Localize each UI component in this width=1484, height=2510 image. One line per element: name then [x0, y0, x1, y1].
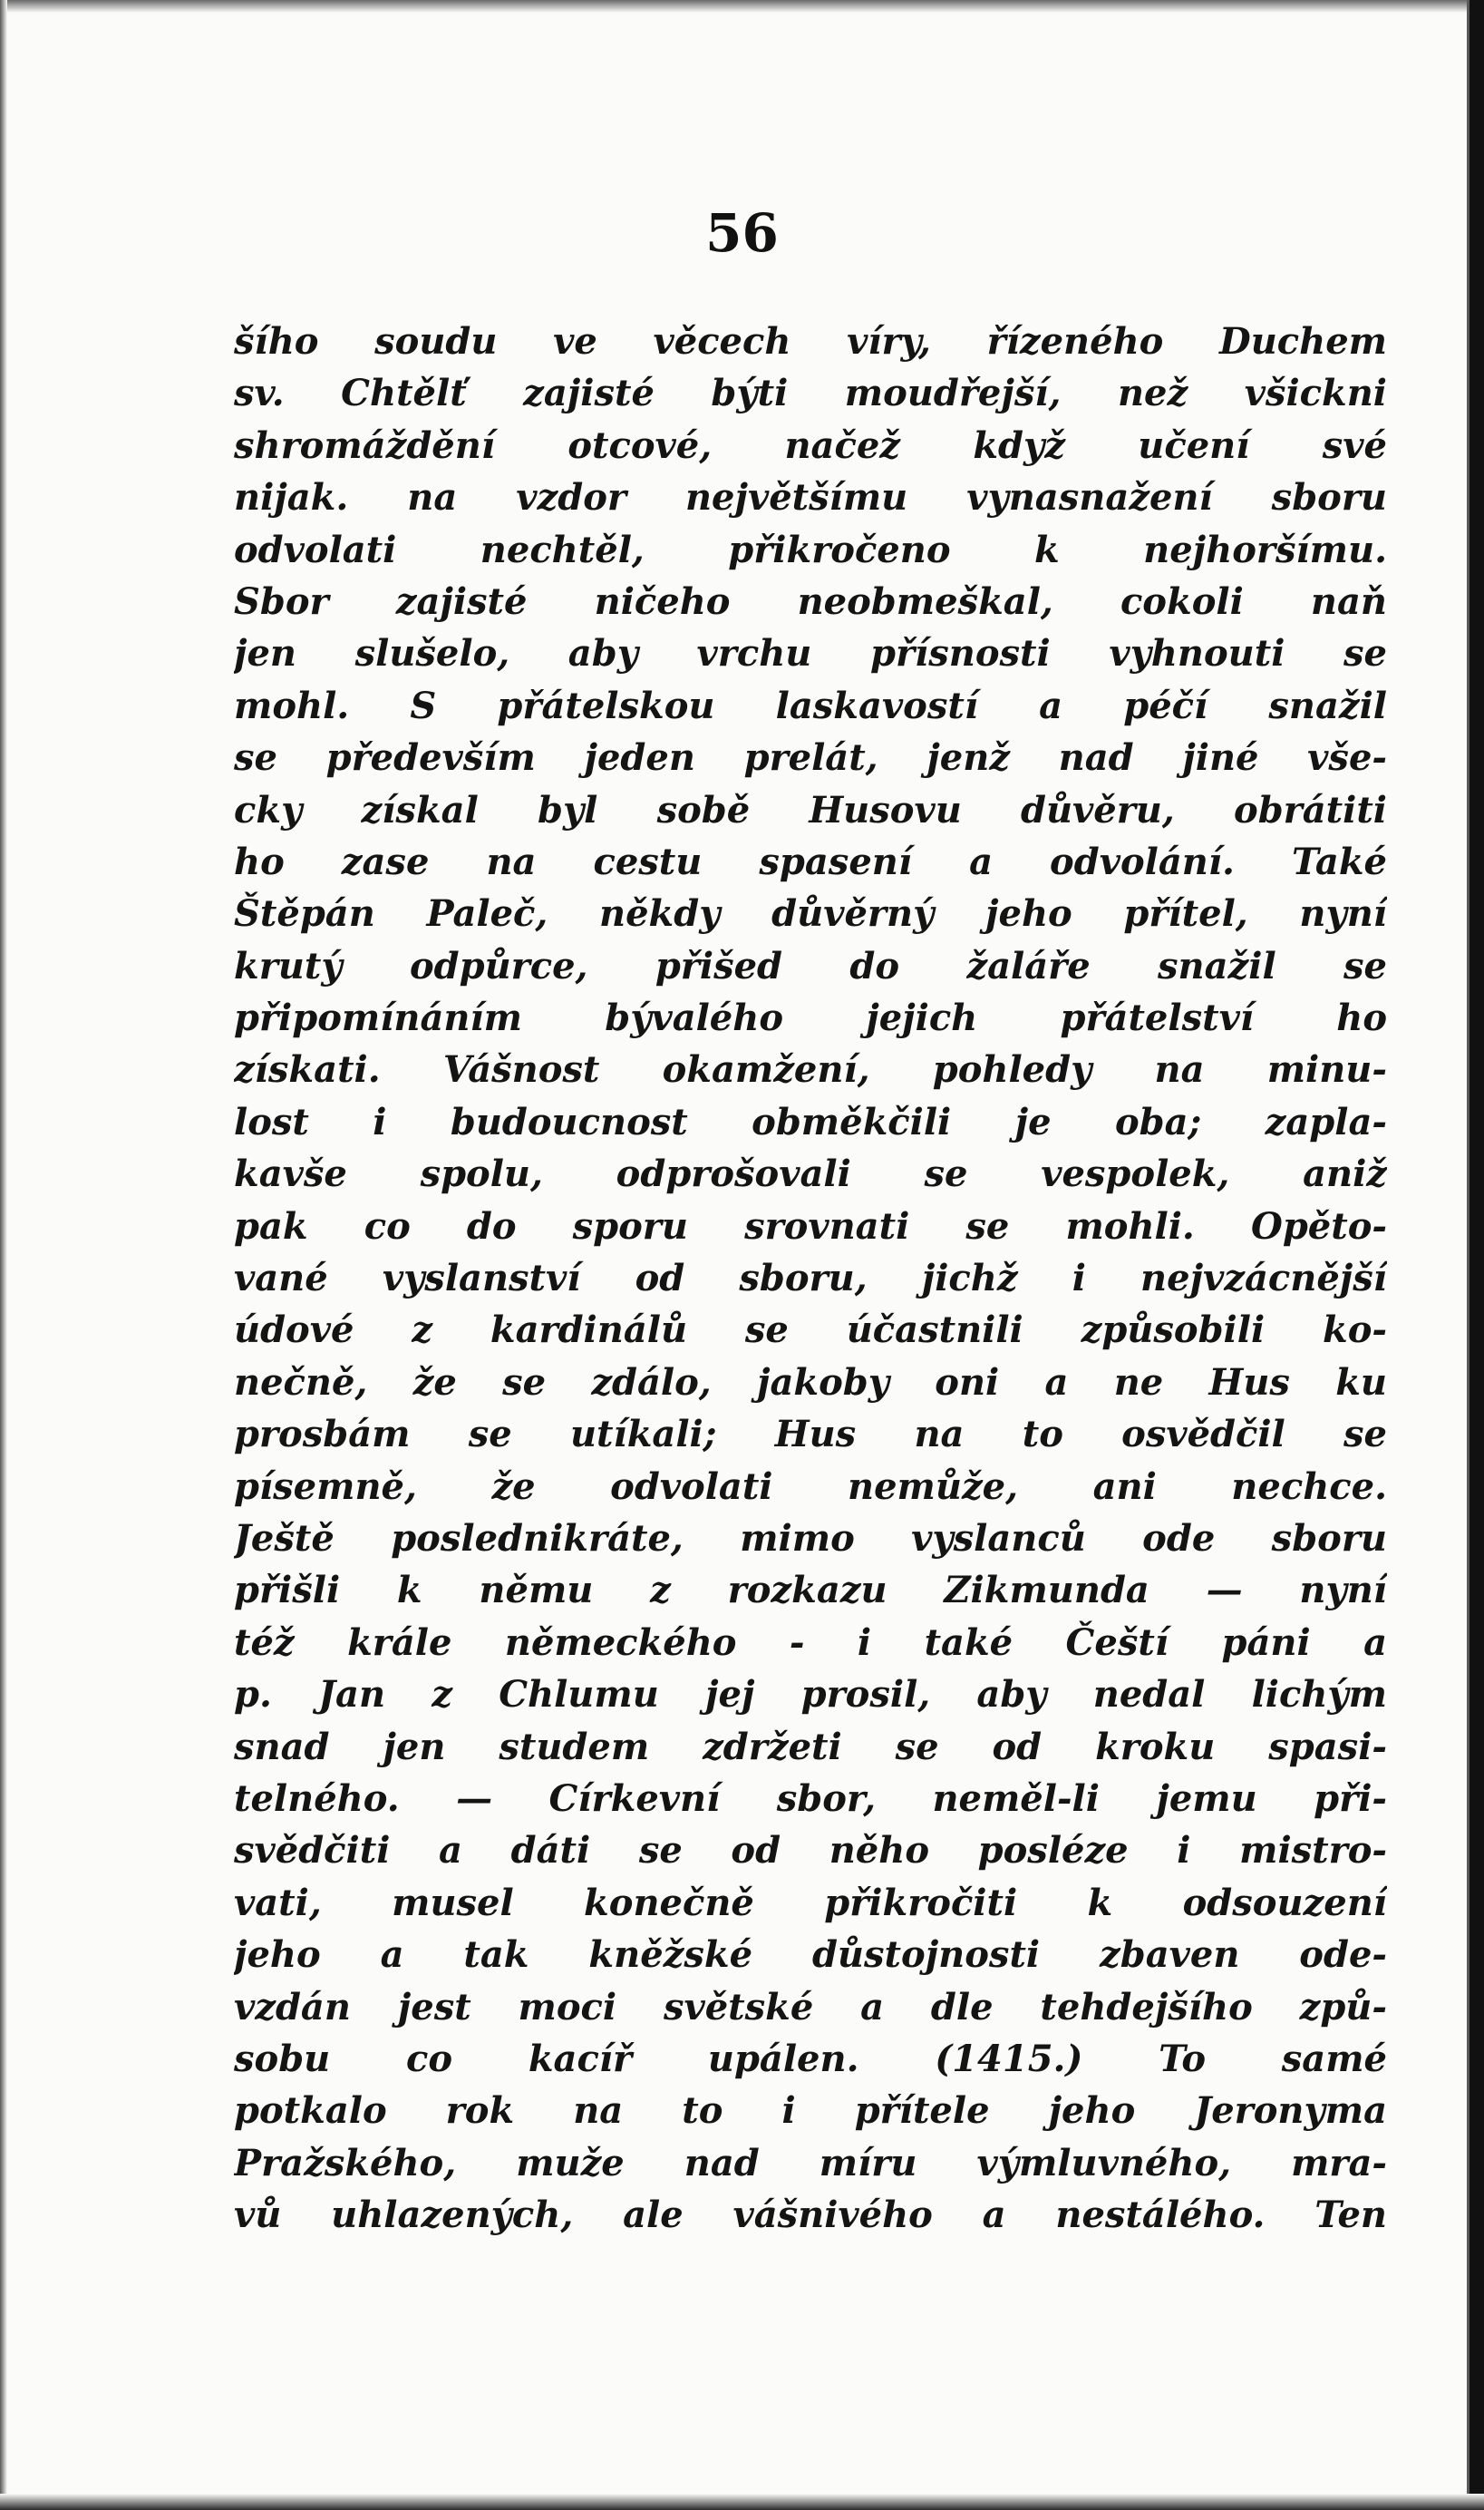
text-line: lost i budoucnost obměkčili je oba; zapla-	[234, 1100, 1387, 1143]
text-line: vané vyslanství od sboru, jichž i nejvzácnější	[234, 1257, 1387, 1300]
body-text	[234, 316, 1387, 2241]
text-line: Sbor zajisté ničeho neobmeškal, cokoli naň	[234, 579, 1387, 623]
text-line: kavše spolu, odprošovali se vespolek, aniž	[234, 1153, 1387, 1196]
text-line: písemně, že odvolati nemůže, ani nechce.	[234, 1464, 1387, 1508]
text-line: potkalo rok na to i přítele jeho Jeronyma	[234, 2089, 1387, 2133]
text-line: pak co do sporu srovnati se mohli. Opěto-	[234, 1204, 1387, 1248]
text-line: ho zase na cestu spasení a odvolání. Také	[234, 840, 1387, 883]
text-line: prosbám se utíkali; Hus na to osvědčil se	[234, 1413, 1387, 1456]
text-line: snad jen studem zdržeti se od kroku spasi-	[234, 1725, 1387, 1768]
text-line: získati. Vášnost okamžení, pohledy na minu-	[234, 1048, 1387, 1092]
text-line: Ještě poslednikráte, mimo vyslanců ode sboru	[234, 1516, 1387, 1560]
text-line: vzdán jest moci světské a dle tehdejšího způ-	[234, 1985, 1387, 2028]
text-line: přišli k němu z rozkazu Zikmunda — nyní	[234, 1569, 1387, 1612]
scan-bottom-edge	[0, 2494, 1484, 2510]
scan-right-edge	[1469, 0, 1484, 2510]
text-line: shromáždění otcové, načež když učení své	[234, 423, 1387, 467]
text-line: vati, musel konečně přikročiti k odsouzení	[234, 1881, 1387, 1924]
text-line: Pražského, muže nad míru výmluvného, mra-	[234, 2141, 1387, 2184]
text-line: p. Jan z Chlumu jej prosil, aby nedal lichým	[234, 1673, 1387, 1717]
text-line: sv. Chtělť zajisté býti moudřejší, než všickni	[234, 372, 1387, 415]
text-line: jeho a tak kněžské důstojnosti zbaven ode-	[234, 1933, 1387, 1977]
text-line: sobu co kacíř upálen. (1415.) To samé	[234, 2037, 1387, 2080]
text-line: připomínáním bývalého jejich přátelství ho	[234, 997, 1387, 1040]
text-line: cky získal byl sobě Husovu důvěru, obrátiti	[234, 788, 1387, 832]
text-line: mohl. S přátelskou laskavostí a péčí snažil	[234, 684, 1387, 727]
text-line: jen slušelo, aby vrchu přísnosti vyhnouti se	[234, 632, 1387, 676]
scan-left-edge	[0, 0, 7, 2510]
text-line: nijak. na vzdor největšímu vynasnažení sboru	[234, 476, 1387, 520]
page-number: 56	[705, 202, 779, 264]
text-line: vů uhlazených, ale vášnivého a nestálého. Ten	[234, 2194, 1387, 2237]
text-line: krutý odpůrce, přišed do žaláře snažil se	[234, 944, 1387, 987]
text-line: šího soudu ve věcech víry, řízeného Duchem	[234, 320, 1387, 363]
text-line: nečně, že se zdálo, jakoby oni a ne Hus ku	[234, 1360, 1387, 1404]
text-line: se především jeden prelát, jenž nad jiné vše-	[234, 736, 1387, 780]
text-line: údové z kardinálů se účastnili způsobili ko-	[234, 1309, 1387, 1352]
text-line: odvolati nechtěl, přikročeno k nejhoršímu.	[234, 528, 1387, 571]
text-line: telného. — Církevní sbor, neměl-li jemu při-	[234, 1776, 1387, 1820]
text-line: svědčiti a dáti se od něho posléze i mistro-	[234, 1829, 1387, 1873]
text-line: též krále německého - i také Čeští páni a	[234, 1620, 1387, 1664]
scan-top-edge	[0, 0, 1484, 13]
text-line: Štěpán Paleč, někdy důvěrný jeho přítel, nyní	[234, 892, 1387, 936]
